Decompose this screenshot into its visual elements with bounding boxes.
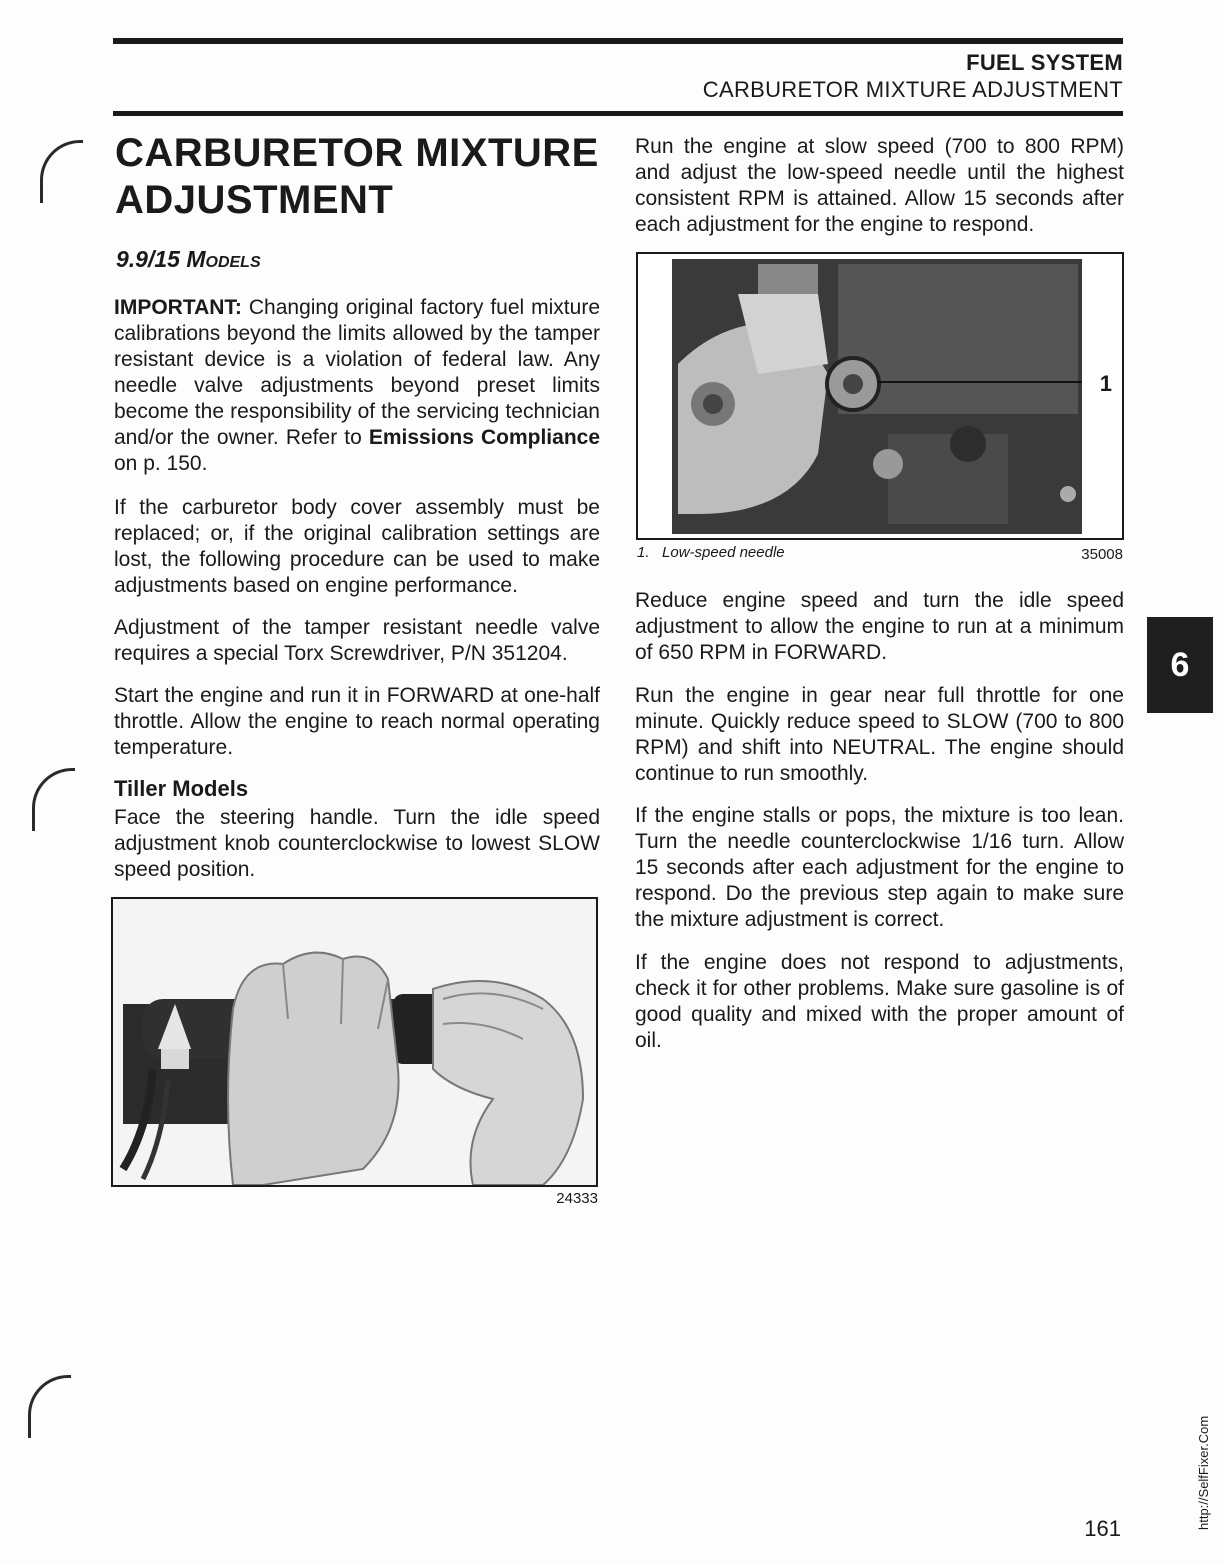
side-url-text: http://SelfFixer.Com (1196, 1415, 1211, 1530)
header-section-title: FUEL SYSTEM (966, 50, 1123, 75)
paragraph-tiller (114, 805, 600, 883)
side-watermark-url (1196, 1390, 1222, 1530)
page-title (115, 130, 615, 224)
tiller-handle-illustration (113, 899, 596, 1185)
paragraph-text: Run the engine at slow speed (700 to 800 RPM) and adjust the low-speed needle until the highest consistent RPM is attained. Allow 15 seconds after each adjustment for the engine to respond. (635, 135, 1124, 236)
binding-hole-mark (32, 768, 75, 831)
header-rule-bottom (113, 111, 1123, 116)
binding-hole-mark (28, 1375, 71, 1438)
paragraph-text: If the carburetor body cover assembly must be replaced; or, if the original calibration settings are lost, the following procedure can be used to make adjustments based on engine performance. (114, 496, 600, 597)
paragraph-text: Run the engine in gear near full throttle for one minute. Quickly reduce speed to SLOW (700 to 800 RPM) and shift into NEUTRAL. The engine should continue to run smoothly. (635, 684, 1124, 785)
paragraph-text: Reduce engine speed and turn the idle speed adjustment to allow the engine to run at a minimum of 650 RPM in FORWARD. (635, 589, 1124, 664)
caption-index: 1. (637, 544, 650, 561)
paragraph-cover-assembly (114, 495, 600, 599)
tiller-models-heading: Tiller Models (114, 776, 249, 801)
tiller-handle-photo (111, 897, 598, 1187)
paragraph-start-engine (114, 683, 600, 761)
figure-caption (637, 544, 785, 561)
paragraph-torx-tool (114, 615, 600, 667)
important-notice (114, 295, 600, 477)
page-title-line-2: ADJUSTMENT (115, 178, 394, 222)
header-subsection-title: CARBURETOR MIXTURE ADJUSTMENT (702, 77, 1123, 102)
paragraph-reduce-speed (635, 588, 1124, 666)
binding-hole-mark (40, 140, 83, 203)
paragraph-text: If the engine does not respond to adjustments, check it for other problems. Make sure gasoline is of good quality and mixed with the proper amount of oil. (635, 951, 1124, 1052)
caption-text: Low-speed needle (662, 544, 785, 561)
chapter-tab: 6 (1147, 617, 1213, 713)
models-heading-prefix: 9.9/15 (116, 246, 187, 272)
models-heading-word: Models (186, 246, 261, 272)
paragraph-text: Face the steering handle. Turn the idle speed adjustment knob counterclockwise to lowest SLOW speed position. (114, 806, 600, 881)
figure-number-tiller: 24333 (556, 1190, 598, 1207)
important-tail: on p. 150. (114, 452, 208, 475)
page-title-line-1: CARBURETOR MIXTURE (115, 131, 599, 175)
paragraph-full-throttle (635, 683, 1124, 787)
carburetor-illustration (638, 254, 1122, 538)
important-text: Changing original factory fuel mixture calibrations beyond the limits allowed by the tamper resistant device is a violation of federal law. Any needle valve adjustments beyond preset limits become the responsibility of the servicing technician and/or the owner. Refer to (114, 296, 600, 449)
paragraph-text: Adjustment of the tamper resistant needle valve requires a special Torx Screwdriver, P/N 351204. (114, 616, 600, 665)
important-label: IMPORTANT: (114, 296, 242, 319)
carburetor-photo (636, 252, 1124, 540)
callout-number: 1 (1099, 371, 1112, 396)
models-heading (116, 246, 261, 273)
paragraph-stalls (635, 803, 1124, 933)
emissions-compliance-link[interactable]: Emissions Compliance (368, 426, 601, 449)
paragraph-no-response (635, 950, 1124, 1054)
figure-number-carburetor: 35008 (1081, 546, 1123, 563)
paragraph-slow-speed (635, 134, 1124, 238)
paragraph-text: If the engine stalls or pops, the mixture is too lean. Turn the needle counterclockwise 1/16 turn. Allow 15 seconds after each adjustment for the engine to respond. Do the previous step again to make sure the mixture adjustment is correct. (635, 804, 1124, 931)
paragraph-text: Start the engine and run it in FORWARD at one-half throttle. Allow the engine to reach normal operating temperature. (114, 684, 600, 759)
page-number: 161 (1084, 1516, 1121, 1541)
header-rule-top (113, 38, 1123, 44)
